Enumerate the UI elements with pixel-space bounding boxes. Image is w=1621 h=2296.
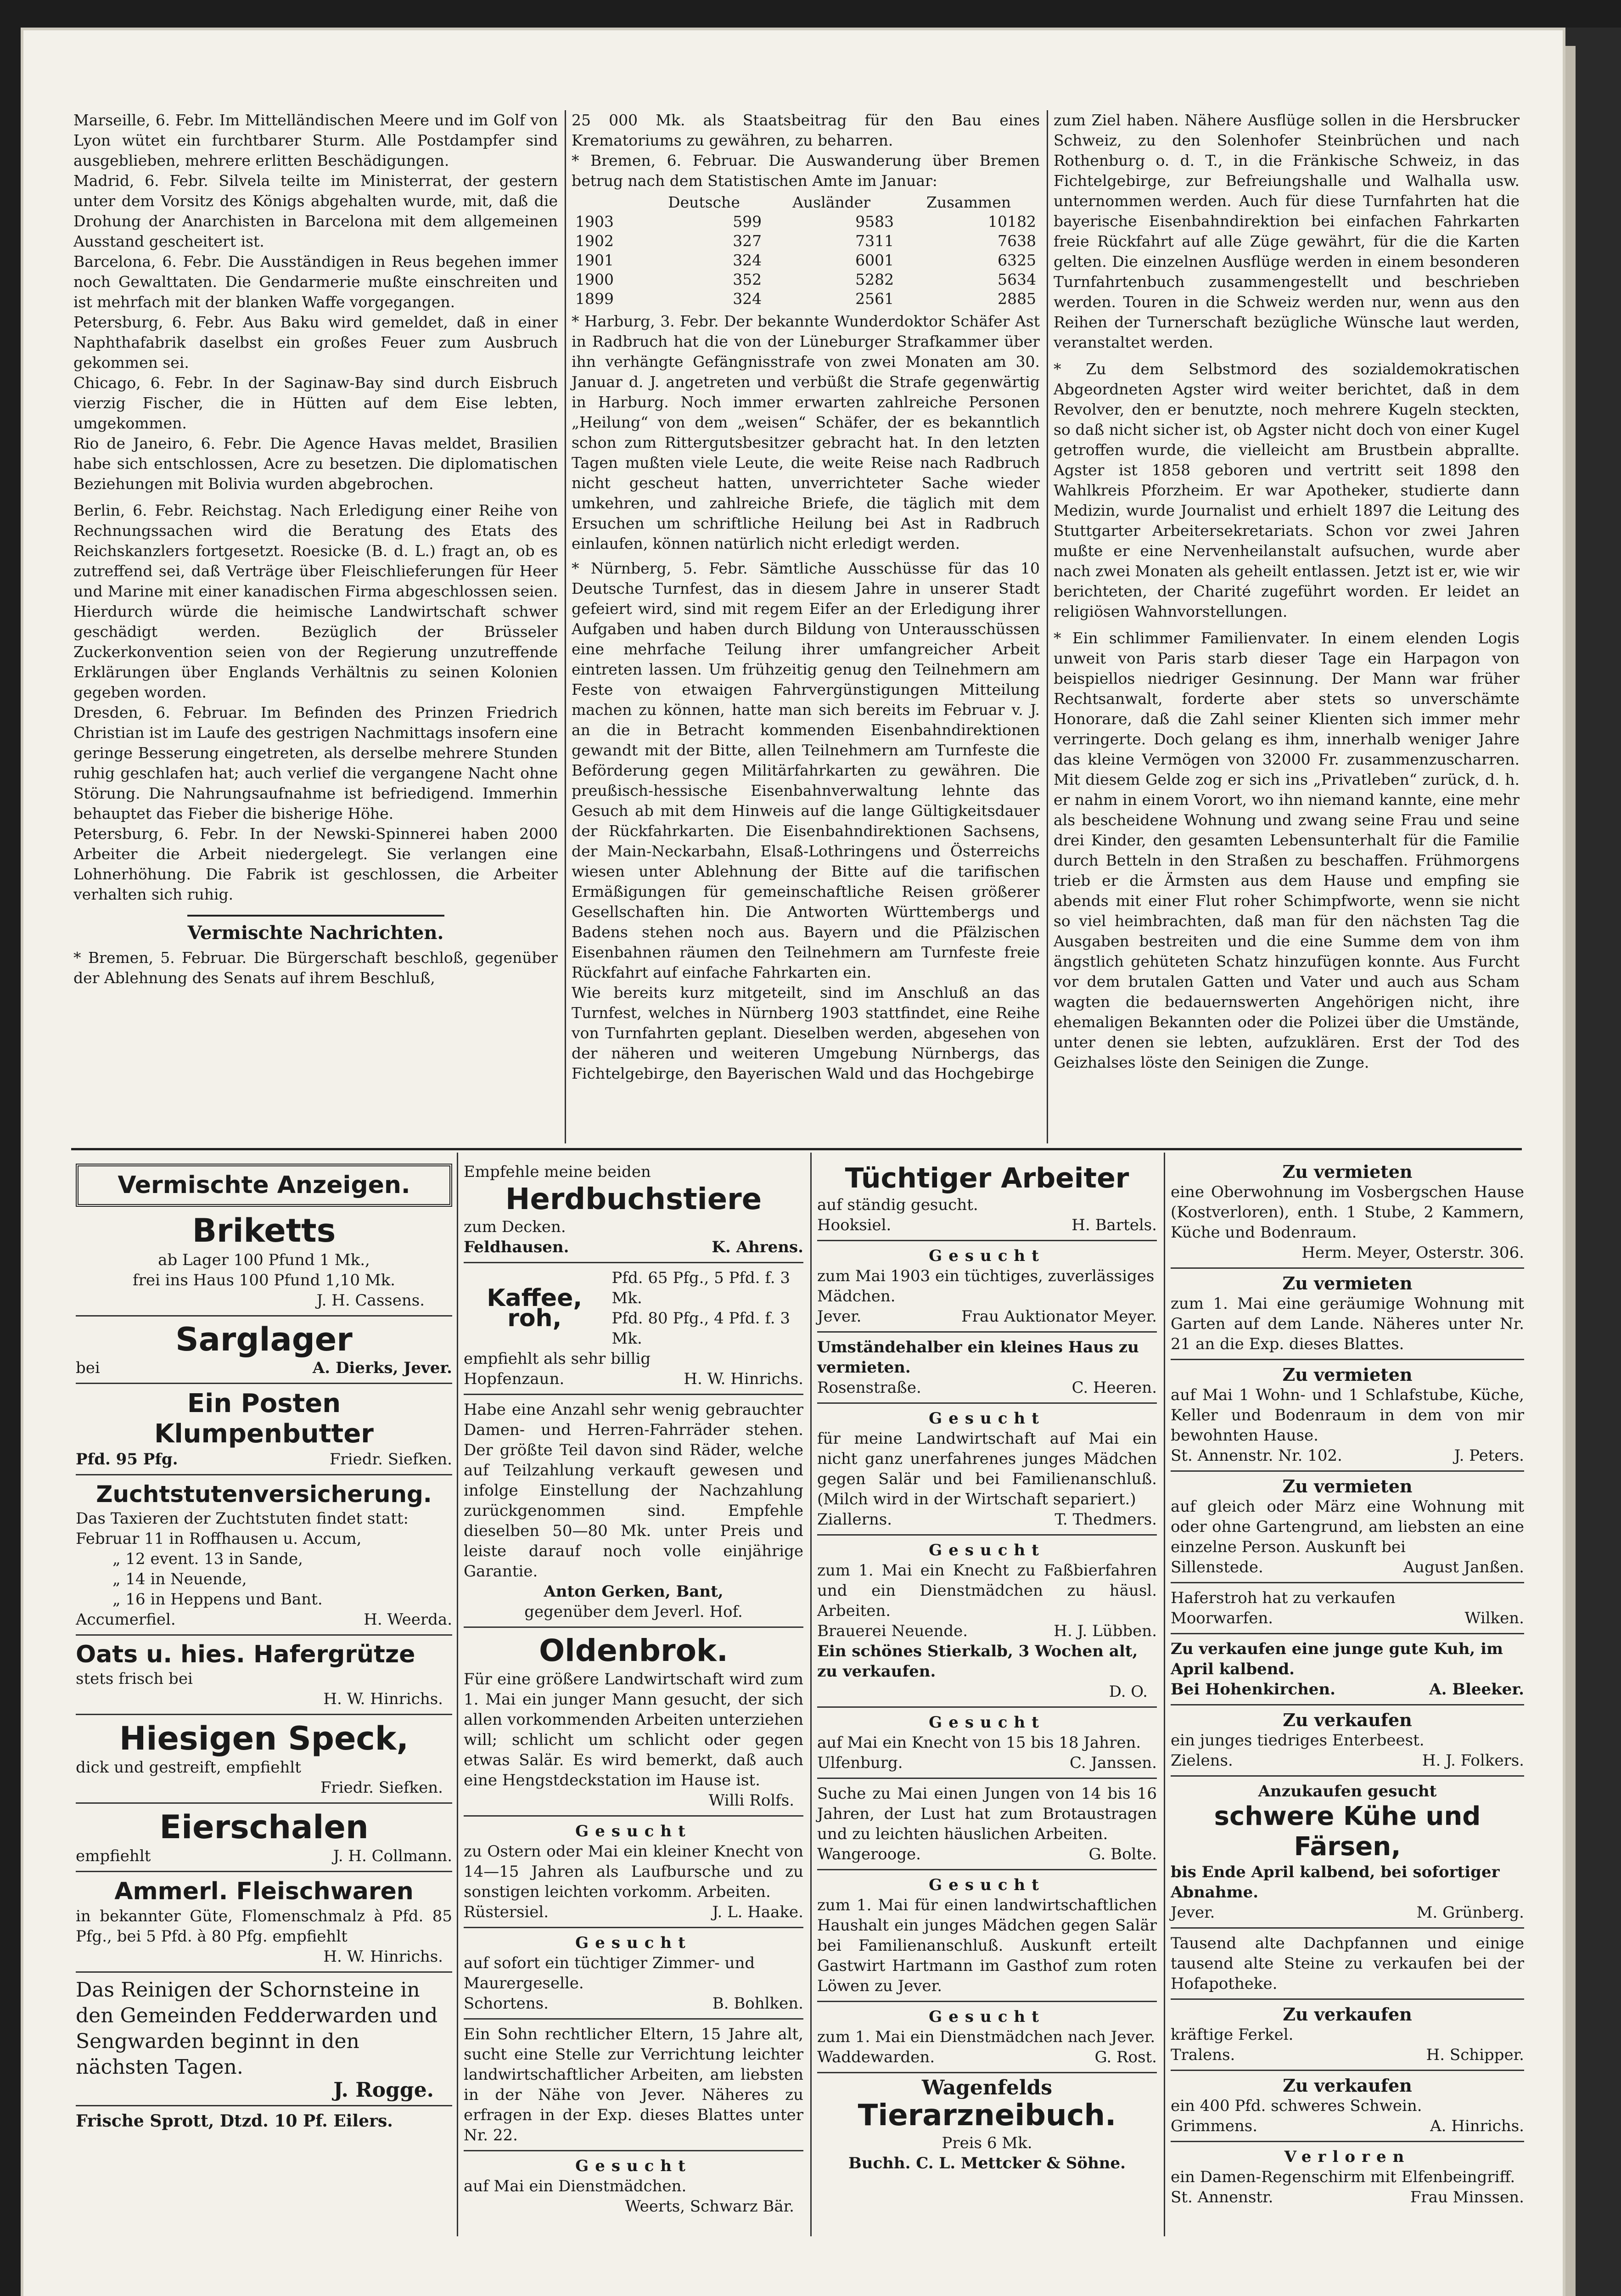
ad-separator [1171,1267,1524,1269]
ad-gesucht-row [817,2047,1157,2067]
ad-separator [76,1474,452,1475]
article-marseille: Marseille, 6. Febr. Im Mittelländischen Meere und im Golf von Lyon wütet ein furchtbarer Sturm. Alle Postdampfer sind ausgeblieben, mehrere erlitten Beschädigungen. [73,111,558,169]
table-cell: 7311 [855,232,894,250]
ad-gesucht-title: Gesucht [929,1409,1045,1428]
ad-eier-title: Eierschalen [159,1808,369,1846]
ad-separator [76,1802,452,1804]
table-cell: 6001 [855,251,894,269]
ad-kaffee-title: Kaffee, roh, [487,1284,583,1332]
ad-zucht-date: „ 16 in Heppens und Bant. [112,1590,323,1609]
ad-kuh-text: Zu verkaufen eine junge gute Kuh, im April kalbend. [1171,1640,1503,1678]
ad-separator [1171,1927,1524,1929]
ad-zucht-date: „ 12 event. 13 in Sande, [112,1550,303,1568]
ads-column-3 [817,1162,1157,2173]
ad-separator [76,1714,452,1715]
ad-vermieten-signature: Herm. Meyer, Osterstr. 306. [1301,1244,1524,1262]
ad-gesucht-row [817,1621,1157,1641]
article-bremen-2: * Bremen, 6. Februar. Die Auswanderung über Bremen betrug nach dem Statistischen Amte im Januar: [572,152,1040,190]
ad-gesucht-row [464,1902,803,1922]
table-header-row [572,193,1040,212]
ad-place: Zielens. [1171,1751,1233,1770]
ad-signature: M. Grünberg. [1416,1903,1524,1922]
table-row [572,270,1040,289]
ad-separator [76,1871,452,1872]
ad-ankauf-row [1171,1902,1524,1923]
ad-place: Feldhausen. [464,1238,569,1256]
ad-separator [817,1402,1157,1404]
ad-place: Accumerfiel. [76,1610,176,1629]
ad-gesucht-title: Gesucht [929,1713,1045,1732]
ad-gesucht-text: zum 1. Mai für einen landwirtschaftlichen Haushalt ein junges Mädchen gegen Salär bei Familienanschluß. Auskunft erteilt Gastwirt Hartmann im Gasthof zum roten Löwen zu Jever. [817,1896,1157,1995]
ad-arbeiter-text: auf ständig gesucht. [817,1196,978,1214]
column-rule-2 [1047,110,1048,1143]
ad-separator [1171,1704,1524,1705]
ad-place: Jever. [817,1307,862,1326]
ad-kalb-signature: D. O. [1109,1683,1148,1701]
ad-briketts-title: Briketts [192,1212,336,1249]
ad-posten-title: Ein Posten Klumpenbutter [154,1389,374,1449]
ad-text: bei [76,1359,100,1377]
article-turnfahrten: Wie bereits kurz mitgeteilt, sind im Anschluß an das Turnfest, welches in Nürnberg 1903 stattfindet, eine Reihe von Turnfahrten geplant. Dieselben werden, abgesehen von der näheren und weiteren Umgebung Nürnbergs, das Fichtelgebirge, den Bayerischen Wald und das Hochgebirge [572,984,1040,1082]
ad-signature: G. Bolte. [1088,1845,1157,1863]
table-row [572,289,1040,309]
ad-speck-signature: Friedr. Siefken. [320,1778,443,1797]
ad-separator [76,1971,452,1973]
ad-vermieten-row [1171,1557,1524,1577]
ad-vermieten-text: zum 1. Mai eine geräumige Wohnung mit Garten auf dem Lande. Näheres unter Nr. 21 an die Exp. dieses Blattes. [1171,1294,1524,1353]
ad-separator [1171,1775,1524,1777]
ad-verkaufen-row [1171,2045,1524,2065]
ad-speck-text: dick und gestreift, empfiehlt [76,1758,301,1777]
ad-gesucht-text: auf Mai ein Dienstmädchen. [464,2177,687,2195]
article-bremen-1: * Bremen, 5. Februar. Die Bürgerschaft beschloß, gegenüber der Ablehnung des Senats auf ihrem Beschluß, [73,949,558,987]
ad-schornstein-signature: J. Rogge. [333,2078,434,2102]
ad-signature: August Janßen. [1403,1558,1524,1576]
ad-junge-row [817,1844,1157,1864]
ad-signature: T. Thedmers. [1054,1510,1157,1529]
ad-schornstein-text: Das Reinigen der Schornsteine in den Gemeinden Fedderwarden und Sengwarden beginnt in den nächsten Tagen. [76,1978,438,2079]
ad-verkaufen-text: kräftige Ferkel. [1171,2026,1294,2044]
ad-separator [464,1626,803,1628]
ads-divider [71,1148,1522,1150]
table-cell: 2561 [855,290,894,308]
ad-separator [817,2001,1157,2002]
ad-vermieten-text: auf Mai 1 Wohn- und 1 Schlafstube, Küche, Keller und Bodenraum in dem von mir bewohnten Hause. [1171,1386,1524,1445]
ad-fleisch-signature: H. W. Hinrichs. [323,1947,443,1966]
ad-gesucht-title: Gesucht [929,1247,1045,1265]
ad-speck-title: Hiesigen Speck, [119,1720,409,1757]
ad-signature: B. Bohlken. [712,1994,803,2013]
table-row [572,231,1040,251]
ad-signature: Friedr. Siefken. [329,1450,452,1469]
ad-ankauf-text: bis Ende April kalbend, bei sofortiger Abnahme. [1171,1863,1500,1902]
ad-separator [1171,1470,1524,1472]
ad-place: Rüstersiel. [464,1903,549,1921]
ad-kaffee-line: Pfd. 80 Pfg., 4 Pfd. f. 3 Mk. [611,1309,791,1348]
ad-fahrrad-address: gegenüber dem Jeverl. Hof. [524,1603,743,1621]
ad-wagenfeld-signature: Buchh. C. L. Mettcker & Söhne. [848,2154,1126,2172]
table-cell: 327 [733,232,762,250]
ad-separator [1171,1998,1524,2000]
article-column-1 [73,110,558,988]
ad-gesucht-row [817,1509,1157,1530]
ad-sarglager-row [76,1358,452,1378]
ad-herd-row [464,1237,803,1257]
ad-place: Bei Hohenkirchen. [1171,1680,1335,1699]
ad-signature: H. J. Lübben. [1054,1622,1157,1640]
article-column-2 [572,110,1040,1084]
ad-gesucht-title: Gesucht [929,1876,1045,1894]
ad-separator [464,1262,803,1263]
ad-separator [817,1869,1157,1870]
ad-zucht-date: „ 14 in Neuende, [112,1570,247,1588]
ad-herd-pre: Empfehle meine beiden [464,1163,651,1181]
ad-oats-text: stets frisch bei [76,1670,193,1688]
ads-rule-3 [1164,1153,1165,2236]
ads-header: Vermischte Anzeigen. [76,1164,452,1207]
article-turnfahrten-cont: zum Ziel haben. Nähere Ausflüge sollen in die Hersbrucker Schweiz, zu den Solenhofer Steinbrüchen und nach Rothenburg o. d. T., in die Fränkische Schweiz, in das Fichtelgebirge, zur Befreiungshalle und Walhalla usw. unternommen werden. Auch für diese Turnfahrten hat die bayerische Eisenbahndirektion bei einfachen Fahrkarten freie Rückfahrt auf alle Züge gewährt, für die die Karten gelten. Die einzelnen Ausflüge werden in einem besonderen Turnfahrtenbuch zusammengestellt und beschrieben werden. Touren in die Schweiz werden nur, wenn aus den Reihen der Turnerschaft bezügliche Wünsche laut werden, veranstaltet werden. [1054,111,1520,351]
ad-zucht-title: Zuchtstutenversicherung. [96,1481,432,1508]
ad-signature: C. Heeren. [1071,1379,1157,1397]
ad-eier-row [76,1846,452,1866]
ad-separator [464,2018,803,2020]
table-cell: 9583 [855,213,894,231]
table-cell: 7638 [998,232,1036,250]
ad-gesucht-text: für meine Landwirtschaft auf Mai ein nicht ganz unerfahrenes junges Mädchen gegen Salär und bei Familienanschluß. (Milch wird in der Wirtschaft separiert.) [817,1429,1157,1508]
ad-verkaufen-title: Zu verkaufen [1283,2004,1412,2025]
ad-separator [817,1706,1157,1708]
ad-signature: J. Peters. [1454,1446,1524,1465]
table-cell: 1903 [575,213,614,231]
ad-separator [817,2072,1157,2073]
ad-separator [1171,2141,1524,2142]
table-cell: 2885 [998,290,1036,308]
table-cell: 5634 [998,270,1036,288]
page-edge [1565,28,1621,2296]
ad-separator [817,1778,1157,1779]
ad-signature: J. L. Haake. [712,1903,803,1921]
ad-kaffee-line: Pfd. 65 Pfg., 5 Pfd. f. 3 Mk. [611,1269,791,1307]
ad-gesucht-title: Gesucht [575,2157,692,2175]
ad-signature: H. Schipper. [1426,2046,1524,2064]
ad-kaffee [464,1268,803,1349]
ad-wagenfeld-price: Preis 6 Mk. [942,2134,1032,2152]
table-header: Deutsche [668,193,740,211]
ad-vermieten-row [1171,1446,1524,1466]
ad-signature: Weerts, Schwarz Bär. [625,2197,794,2216]
ad-verkaufen-row [1171,1750,1524,1771]
article-rio: Rio de Janeiro, 6. Febr. Die Agence Havas meldet, Brasilien habe sich entschlossen, Acre zu besetzen. Die diplomatischen Beziehungen mit Bolivia wurden abgebrochen. [73,434,558,493]
ad-place: Jever. [1171,1903,1215,1922]
article-dresden: Dresden, 6. Februar. Im Befinden des Prinzen Friedrich Christian ist im Laufe des gestrigen Nachmittags insofern eine geringe Besserung eingetreten, als derselbe mehrere Stunden ruhig geschlafen hat; auch verlief die vergangene Nacht ohne Störung. Die Nahrungsaufnahme ist befriedigend. Immerhin behauptet das Fieber die bisherige Höhe. [73,703,558,822]
ad-wagenfeld-pre: Wagenfelds [921,2076,1053,2099]
ad-kaffee-prices [612,1268,803,1349]
ad-signature: A. Hinrichs. [1430,2117,1524,2135]
table-cell: 1900 [575,270,614,288]
ad-separator [464,1394,803,1395]
ad-arbeiter-row [817,1215,1157,1235]
ad-sohn-text: Ein Sohn rechtlicher Eltern, 15 Jahre alt, sucht eine Stelle zur Verrichtung leichter landwirtschaftlicher Arbeiten, am liebsten in der Nähe von Jever. Näheres zu erfragen in der Exp. dieses Blattes unter Nr. 22. [464,2025,803,2144]
table-cell: 10182 [988,213,1036,231]
ads-rule-2 [810,1153,812,2236]
article-column-3 [1054,110,1520,1073]
table-cell: 599 [733,213,762,231]
ad-dach-text: Tausend alte Dachpfannen und einige tausend alte Steine zu verkaufen bei der Hofapotheke. [1171,1934,1524,1993]
ad-posten-row [76,1449,452,1469]
ad-haus-text: Umständehalber ein kleines Haus zu vermieten. [817,1338,1139,1377]
article-agster: * Zu dem Selbstmord des sozialdemokratischen Abgeordneten Agster wird weiter berichtet, daß in dem Revolver, den er benutzte, noch mehrere Kugeln steckten, so daß nicht sicher ist, ob Agster nicht doch von einer Kugel getroffen wurde, die vielleicht am Brustbein abprallte. Agster ist 1858 geboren und vertritt seit 1898 den Wahlkreis Pforzheim. Er war Apotheker, studierte dann Medizin, wurde Journalist und erhielt 1897 die Leitung des Stuttgarter Arbeitersekretariats. Schon vor zwei Jahren mußte er eine Nervenheilanstalt aufsuchen, wurde aber nach zwei Monaten als geheilt entlassen. Jetzt ist er, wie wir berichteten, der Charité zugeführt worden. Er leidet an religiösen Wahnvorstellungen. [1054,360,1520,620]
ad-zucht-row [76,1609,452,1630]
table-cell: 324 [733,290,762,308]
article-petersburg-2: Petersburg, 6. Febr. In der Newski-Spinnerei haben 2000 Arbeiter die Arbeit niedergelegt. Sie verlangen eine Lohnerhöhung. Die Fabrik ist geschlossen, die Arbeiter verhalten sich ruhig. [73,825,558,903]
article-familienvater: * Ein schlimmer Familienvater. In einem elenden Logis unweit von Paris starb dieser Tage ein Harpagon von beispiellos niedriger Gesinnung. Der Mann war früher Rechtsanwalt, forderte aber stets so unverschämte Honorare, daß die Zahl seiner Klienten sich immer mehr verringerte. Doch gelang es ihm, innerhalb weniger Jahre das kleine Vermögen von 32000 Fr. zusammenzuscharren. Mit diesem Gelde zog er sich ins „Privatleben“ zurück, d. h. er nahm in einem Vorort, wo ihn niemand kannte, eine mehr als bescheidene Wohnung und zwang seine Frau und seine drei Kinder, den gesamten Lebensunterhalt für die Familie durch Betteln in den Straßen zu beschaffen. Frühmorgens trieb er die Ärmsten aus dem Hause und empfing sie abends mit einer Flut roher Schimpfworte, wenn sie nicht so viel heimbrachten, daß man für den nächsten Tag die Ausgaben bestreiten und die eine Summe dem von ihm ängstlich gehüteten Schatz hinzufügen konnte. Aus Furcht vor dem brutalen Gatten und Vater und auch aus Scham wagten die bedauernswerten Angehörigen nicht, ihre ehemaligen Bekannten oder die Polizei über die Umstände, unter denen sie lebten, aufzuklären. Erst der Tod des Geizhalses löste den Seinigen die Zunge. [1054,629,1520,1071]
ad-separator [464,2150,803,2151]
ad-oats-title: Oats u. hies. Hafergrütze [76,1641,415,1668]
ad-place: Hooksiel. [817,1216,892,1234]
table-cell: 1902 [575,232,614,250]
ad-place: Brauerei Neuende. [817,1622,968,1640]
table-header [572,193,643,212]
ad-separator [1171,1633,1524,1634]
ad-kaffee-text: empfiehlt als sehr billig [464,1350,651,1368]
table-header: Zusammen [926,193,1011,211]
table-cell: 6325 [998,251,1036,269]
ad-separator [76,1383,452,1384]
ad-gesucht-title: Gesucht [929,2008,1045,2026]
ad-vermieten-title: Zu vermieten [1282,1273,1413,1294]
ad-place: Sillenstede. [1171,1558,1263,1576]
ad-oats-signature: H. W. Hinrichs. [323,1690,443,1708]
ad-verloren-title: Verloren [1284,2148,1411,2166]
ad-signature: H. W. Hinrichs. [684,1370,803,1388]
newspaper-page [21,28,1565,2296]
ad-place: Schortens. [464,1994,549,2013]
ad-vermieten-title: Zu vermieten [1282,1161,1413,1182]
table-row [572,212,1040,231]
ad-separator [76,1634,452,1636]
section-heading: Vermischte Nachrichten. [187,922,444,944]
ad-signature: K. Ahrens. [712,1238,803,1256]
ad-haus-row [817,1378,1157,1398]
column-rule-1 [565,110,566,1143]
ad-kaffee-row [464,1369,803,1389]
article-harburg: * Harburg, 3. Febr. Der bekannte Wunderdoktor Schäfer Ast in Radbruch hat die von der Lüneburger Strafkammer über ihn verhängte Gefängnisstrafe von zwei Monaten am 30. Januar d. J. angetreten und verbüßt die Strafe gegenwärtig in Harburg. Noch immer erwarten zahlreiche Personen „Heilung“ von dem „weisen“ Schäfer, der es bekanntlich schon zum Rittergutsbesitzer gebracht hat. In den letzten Tagen mußten viele Leute, die weite Reise nach Radbruch nicht gescheut hatten, unverrichteter Sache wieder umkehren, und zahlreiche Briefe, die täglich mit dem Ersuchen um schriftliche Heilung bei Ast in Radbruch einlaufen, können natürlich nicht erledigt werden. [572,312,1040,552]
ad-arbeiter-title: Tüchtiger Arbeiter [845,1162,1129,1194]
ad-signature: A. Dierks, Jever. [312,1359,452,1377]
ad-separator [76,1315,452,1317]
ad-separator [817,1331,1157,1333]
ad-junge-text: Suche zu Mai einen Jungen von 14 bis 16 Jahren, der Lust hat zum Brotaustragen und zu leichten häuslichen Arbeiten. [817,1784,1157,1843]
ad-text: empfiehlt [76,1847,151,1865]
ad-sarglager-title: Sarglager [175,1321,353,1358]
ad-separator [76,2105,452,2106]
ad-gesucht-title: Gesucht [929,1541,1045,1559]
ad-signature: H. J. Folkers. [1422,1751,1524,1770]
ad-kalb-text: Ein schönes Stierkalb, 3 Wochen alt, zu verkaufen. [817,1642,1138,1681]
ad-place: Waddewarden. [817,2048,935,2066]
table-cell: 1899 [575,290,614,308]
ad-gesucht-title: Gesucht [575,1934,692,1952]
ad-gesucht-title: Gesucht [575,1822,692,1840]
ad-text: Pfd. 95 Pfg. [76,1450,178,1469]
ad-verloren-row [1171,2187,1524,2207]
ad-vermieten-text: eine Oberwohnung im Vosbergschen Hause (Kostverloren), enth. 1 Stube, 2 Kammern, Küche und Bodenraum. [1171,1183,1524,1242]
ad-zucht-date: Februar 11 in Roffhausen u. Accum, [76,1530,362,1548]
ads-column-2 [464,1162,803,2217]
ads-rule-1 [457,1153,458,2236]
ad-signature: H. Bartels. [1071,1216,1157,1234]
ad-signature: Frau Minssen. [1410,2188,1524,2206]
ad-vermieten-title: Zu vermieten [1282,1476,1413,1497]
ad-oldenbrok-text: Für eine größere Landwirtschaft wird zum 1. Mai ein junger Mann gesucht, der sich allen vorkommenden Arbeiten unterziehen will; schlicht um schlicht oder gegen etwas Salär. Es wird bemerkt, daß auch eine Hengstdeckstation im Hause ist. [464,1670,803,1790]
ad-place: Wangerooge. [817,1845,921,1863]
ad-hafer-text: Haferstroh hat zu verkaufen [1171,1589,1396,1607]
ad-gesucht-text: zum Mai 1903 ein tüchtiges, zuverlässiges Mädchen. [817,1267,1155,1306]
ad-gesucht-text: auf sofort ein tüchtiger Zimmer- und Maurergeselle. [464,1954,755,1992]
article-krematorium: 25 000 Mk. als Staatsbeitrag für den Bau eines Krematoriums zu gewähren, zu beharren. [572,111,1040,149]
ad-gesucht-text: zu Ostern oder Mai ein kleiner Knecht von 14—15 Jahren als Laufbursche und zu sonstigen leichten vorkomm. Arbeiten. [464,1842,803,1901]
ad-vermieten-text: auf gleich oder März eine Wohnung mit oder ohne Gartengrund, am liebsten an eine einzelne Person. Auskunft bei [1171,1497,1524,1556]
ad-gesucht-row [817,1306,1157,1327]
table-row [572,251,1040,270]
emigration-table [572,193,1040,309]
article-madrid: Madrid, 6. Febr. Silvela teilte im Ministerrat, der gestern unter dem Vorsitz des Königs abgehalten wurde, mit, daß die Drohung der Anarchisten in Barcelona mit dem allgemeinen Ausstand gescheitert ist. [73,172,558,250]
table-cell: 1901 [575,251,614,269]
article-chicago: Chicago, 6. Febr. In der Saginaw-Bay sind durch Eisbruch vierzig Fischer, die in Hütten auf dem Eise lebten, umgekommen. [73,374,558,432]
ad-fahrrad-text: Habe eine Anzahl sehr wenig gebrauchter Damen- und Herren-Fahrräder stehen. Der größte Teil davon sind Räder, welche auf Teilzahlung verkauft gewesen und infolge Einstellung der Nachzahlung zurückgenommen sind. Empfehle dieselben 50—80 Mk. unter Preis und leiste darauf noch volle einjährige Garantie. [464,1401,803,1581]
ad-ankauf-pre: Anzukaufen gesucht [1258,1782,1437,1801]
ad-signature: C. Janssen. [1070,1754,1157,1772]
ad-place: Hopfenzaun. [464,1370,565,1388]
ad-signature: J. H. Collmann. [333,1847,452,1865]
section-rule [187,915,444,917]
ad-gesucht-text: zum 1. Mai ein Knecht zu Faßbierfahren und ein Dienstmädchen zu häusl. Arbeiten. [817,1561,1157,1620]
ad-zucht-text: Das Taxieren der Zuchtstuten findet statt: [76,1509,409,1528]
ad-ankauf-title: schwere Kühe und Färsen, [1214,1801,1481,1862]
ad-separator [1171,1359,1524,1360]
ad-signature: A. Bleeker. [1429,1680,1524,1699]
ad-place: Ulfenburg. [817,1754,903,1772]
ad-separator [817,1240,1157,1241]
ad-vermieten-title: Zu vermieten [1282,1364,1413,1385]
ad-hafer-row [1171,1608,1524,1628]
ad-herd-title: Herdbuchstiere [505,1182,762,1216]
ad-place: St. Annenstr. Nr. 102. [1171,1446,1342,1465]
table-cell: 352 [733,270,762,288]
ads-column-4 [1171,1162,1524,2207]
table-cell: 324 [733,251,762,269]
ad-separator [464,1815,803,1817]
ad-place: Moorwarfen. [1171,1609,1273,1627]
ad-separator [1171,2070,1524,2071]
ad-gesucht-row [464,1993,803,2014]
ad-briketts-line: ab Lager 100 Pfund 1 Mk., [158,1251,370,1269]
article-nuernberg: * Nürnberg, 5. Febr. Sämtliche Ausschüsse für das 10 Deutsche Turnfest, das in diesem Jahre in unserer Stadt gefeiert wird, sind mit regem Eifer an der Erledigung ihrer Aufgaben und haben durch Bildung von Unterausschüssen eine mehrfache Teilung ihrer umfangreicher Arbeit eintreten lassen. Um frühzeitig genug den Teilnehmern am Feste von etwaigen Fahrvergünstigungen Mitteilung machen zu können, hatte man sich bereits im Februar v. J. an die in Betracht kommenden Eisenbahndirektionen gewandt mit der Bitte, allen Teilnehmern am Turnfeste die Beförderung gegen Militärfahrkarten zu gewähren. Die preußisch-hessische Eisenbahnverwaltung lehnte das Gesuch ab mit dem Hinweis auf die lange Gültigkeitsdauer der Rückfahrkarten. Die Eisenbahndirektionen Sachsens, der Main-Neckarbahn, Elsaß-Lothringens und Österreichs wiesen unter Ablehnung der Bitte auf die tarifischen Ermäßigungen für gemeinschaftliche Reisen größerer Gesellschaften hin. Die Antworten Württembergs und Badens stehen noch aus. Bayern und die Pfälzischen Eisenbahnen räumen den Teilnehmern am Turnfeste freie Rückfahrt auf einfache Fahrkarten ein. [572,559,1040,981]
ad-fleisch-title: Ammerl. Fleischwaren [114,1878,414,1905]
ad-briketts-line: frei ins Haus 100 Pfund 1,10 Mk. [132,1271,395,1289]
ad-place: Tralens. [1171,2046,1235,2064]
ad-verkaufen-row [1171,2116,1524,2136]
ad-separator [464,1927,803,1928]
ad-verkaufen-title: Zu verkaufen [1283,1710,1412,1730]
ad-briketts-signature: J. H. Cassens. [316,1291,425,1310]
ad-signature: G. Rost. [1094,2048,1157,2066]
ad-gesucht-row [817,1753,1157,1773]
ad-wagenfeld-title: Tierarzneibuch. [858,2099,1116,2133]
ad-kuh-row [1171,1679,1524,1699]
ad-separator [817,1534,1157,1536]
ad-oldenbrok-title: Oldenbrok. [539,1633,728,1668]
article-petersburg-1: Petersburg, 6. Febr. Aus Baku wird gemeldet, daß in einer Naphthafabrik daselbst ein großes Feuer zum Ausbruch gekommen sei. [73,313,558,371]
ad-place: Rosenstraße. [817,1379,921,1397]
ads-column-1 [76,1162,452,2131]
ad-signature: Frau Auktionator Meyer. [961,1307,1157,1326]
ad-gesucht-text: auf Mai ein Knecht von 15 bis 18 Jahren. [817,1733,1141,1752]
ad-signature: H. Weerda. [364,1610,452,1629]
ad-place: Ziallerns. [817,1510,892,1529]
ad-place: Grimmens. [1171,2117,1258,2135]
ad-verloren-text: ein Damen-Regenschirm mit Elfenbeingriff. [1171,2168,1515,2186]
ad-verkaufen-title: Zu verkaufen [1283,2075,1412,2096]
ad-fleisch-text: in bekannter Güte, Flomenschmalz à Pfd. 85 Pfg., bei 5 Pfd. à 80 Pfg. empfiehlt [76,1907,452,1946]
ad-sprott: Frische Sprott, Dtzd. 10 Pf. Eilers. [76,2111,393,2131]
table-cell: 5282 [855,270,894,288]
ad-verkaufen-text: ein 400 Pfd. schweres Schwein. [1171,2097,1422,2115]
ad-fahrrad-signature: Anton Gerken, Bant, [544,1582,724,1601]
article-barcelona: Barcelona, 6. Febr. Die Ausständigen in Reus begehen immer noch Gewalttaten. Die Gendarmerie mußte einschreiten und ist mehrfach mit der blanken Waffe vorgegangen. [73,253,558,311]
ad-herd-text: zum Decken. [464,1218,566,1236]
article-berlin: Berlin, 6. Febr. Reichstag. Nach Erledigung einer Reihe von Rechnungssachen wird die Beratung des Etats des Reichskanzlers fortgesetzt. Roesicke (B. d. L.) fragt an, ob es zutreffend sei, daß Verträge über Fleischlieferungen für Heer und Marine mit einer kanadischen Firma abgeschlossen seien. Hierdurch würde die heimische Landwirtschaft schwer geschädigt werden. Bezüglich der Brüsseler Zuckerkonvention seien von der Regierung unzutreffende Erklärungen über Englands Verhältnis zu seinen Kolonien gegeben worden. [73,501,558,701]
ad-separator [1171,1582,1524,1583]
ad-oldenbrok-signature: Willi Rolfs. [708,1791,794,1810]
table-header: Ausländer [792,193,871,211]
ad-place: St. Annenstr. [1171,2188,1273,2206]
ad-verkaufen-text: ein junges tiedriges Enterbeest. [1171,1731,1425,1750]
page-edge-strip [1565,46,1576,2296]
ad-signature: Wilken. [1464,1609,1524,1627]
ad-gesucht-text: zum 1. Mai ein Dienstmädchen nach Jever. [817,2028,1155,2046]
